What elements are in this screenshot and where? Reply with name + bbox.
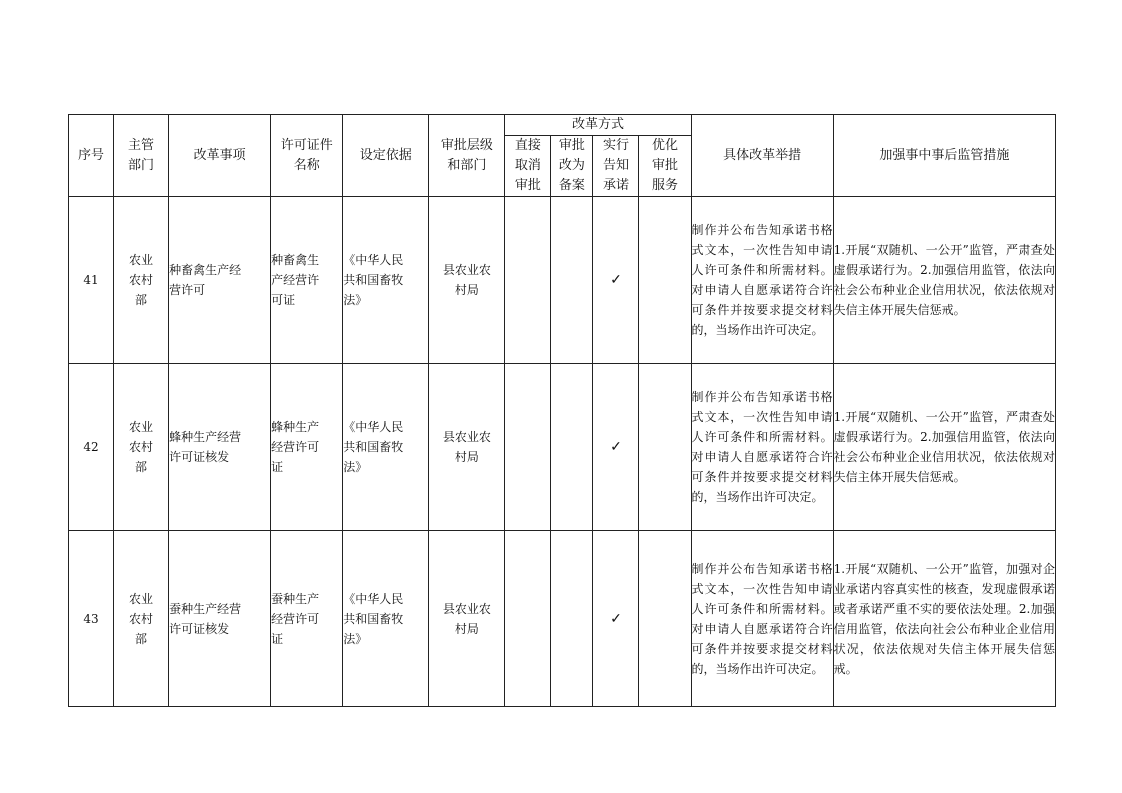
table-row	[69, 531, 1056, 707]
check-mark-icon: ✓	[593, 197, 639, 364]
cell-license: 种畜禽生 产经营许 可证	[271, 197, 343, 364]
cell-seq: 42	[69, 364, 114, 531]
header-supervision: 加强事中事后监管措施	[833, 115, 1055, 197]
cell-level: 县农业农 村局	[429, 364, 505, 531]
cell-supervision: 1.开展“双随机、一公开”监管，严肃查处虚假承诺行为。2.加强信用监管，依法向社会公布种业企业信用状况，依法依规对失信主体开展失信惩戒。	[833, 364, 1055, 531]
table-body	[69, 197, 1056, 707]
check-mark-icon: ✓	[593, 364, 639, 531]
cell-supervision: 1.开展“双随机、一公开”监管，加强对企业承诺内容真实性的核查，发现虚假承诺或者承诺严重不实的要依法处理。2.加强信用监管，依法向社会公布种业企业信用状况，依法依规对失信主体开展失信惩戒。	[833, 531, 1055, 707]
header-seq: 序号	[69, 115, 114, 197]
cell-level: 县农业农 村局	[429, 197, 505, 364]
cell-dept: 农业 农村 部	[114, 531, 169, 707]
cell-mode-record	[551, 531, 593, 707]
cell-item: 蜂种生产经营 许可证核发	[169, 364, 271, 531]
cell-mode-cancel	[505, 197, 551, 364]
header-basis: 设定依据	[343, 115, 429, 197]
header-mode-cancel: 直接 取消 审批	[505, 136, 551, 197]
header-mode-optimize: 优化 审批 服务	[639, 136, 691, 197]
cell-mode-record	[551, 364, 593, 531]
cell-item: 种畜禽生产经 营许可	[169, 197, 271, 364]
header-mode-notify: 实行 告知 承诺	[593, 136, 639, 197]
header-measures: 具体改革举措	[691, 115, 833, 197]
cell-measures: 制作并公布告知承诺书格式文本，一次性告知申请人许可条件和所需材料。对申请人自愿承诺符合许可条件并按要求提交材料的，当场作出许可决定。	[691, 197, 833, 364]
table-header	[69, 115, 1056, 197]
cell-dept: 农业 农村 部	[114, 364, 169, 531]
header-mode-record: 审批 改为 备案	[551, 136, 593, 197]
cell-mode-record	[551, 197, 593, 364]
header-reform-mode: 改革方式	[505, 115, 691, 136]
header-item: 改革事项	[169, 115, 271, 197]
header-dept: 主管 部门	[114, 115, 169, 197]
cell-mode-optimize	[639, 364, 691, 531]
header-license: 许可证件 名称	[271, 115, 343, 197]
cell-dept: 农业 农村 部	[114, 197, 169, 364]
cell-mode-optimize	[639, 197, 691, 364]
cell-measures: 制作并公布告知承诺书格式文本，一次性告知申请人许可条件和所需材料。对申请人自愿承诺符合许可条件并按要求提交材料的，当场作出许可决定。	[691, 364, 833, 531]
cell-seq: 41	[69, 197, 114, 364]
cell-mode-optimize	[639, 531, 691, 707]
cell-level: 县农业农 村局	[429, 531, 505, 707]
cell-license: 蜂种生产 经营许可 证	[271, 364, 343, 531]
table-row	[69, 364, 1056, 531]
cell-basis: 《中华人民 共和国畜牧 法》	[343, 531, 429, 707]
cell-supervision: 1.开展“双随机、一公开”监管，严肃查处虚假承诺行为。2.加强信用监管，依法向社会公布种业企业信用状况，依法依规对失信主体开展失信惩戒。	[833, 197, 1055, 364]
cell-measures: 制作并公布告知承诺书格式文本，一次性告知申请人许可条件和所需材料。对申请人自愿承诺符合许可条件并按要求提交材料的，当场作出许可决定。	[691, 531, 833, 707]
cell-mode-cancel	[505, 531, 551, 707]
cell-mode-cancel	[505, 364, 551, 531]
cell-seq: 43	[69, 531, 114, 707]
header-level: 审批层级 和部门	[429, 115, 505, 197]
cell-basis: 《中华人民 共和国畜牧 法》	[343, 197, 429, 364]
table-row	[69, 197, 1056, 364]
cell-item: 蚕种生产经营 许可证核发	[169, 531, 271, 707]
check-mark-icon: ✓	[593, 531, 639, 707]
reform-table	[68, 114, 1056, 707]
cell-license: 蚕种生产 经营许可 证	[271, 531, 343, 707]
cell-basis: 《中华人民 共和国畜牧 法》	[343, 364, 429, 531]
